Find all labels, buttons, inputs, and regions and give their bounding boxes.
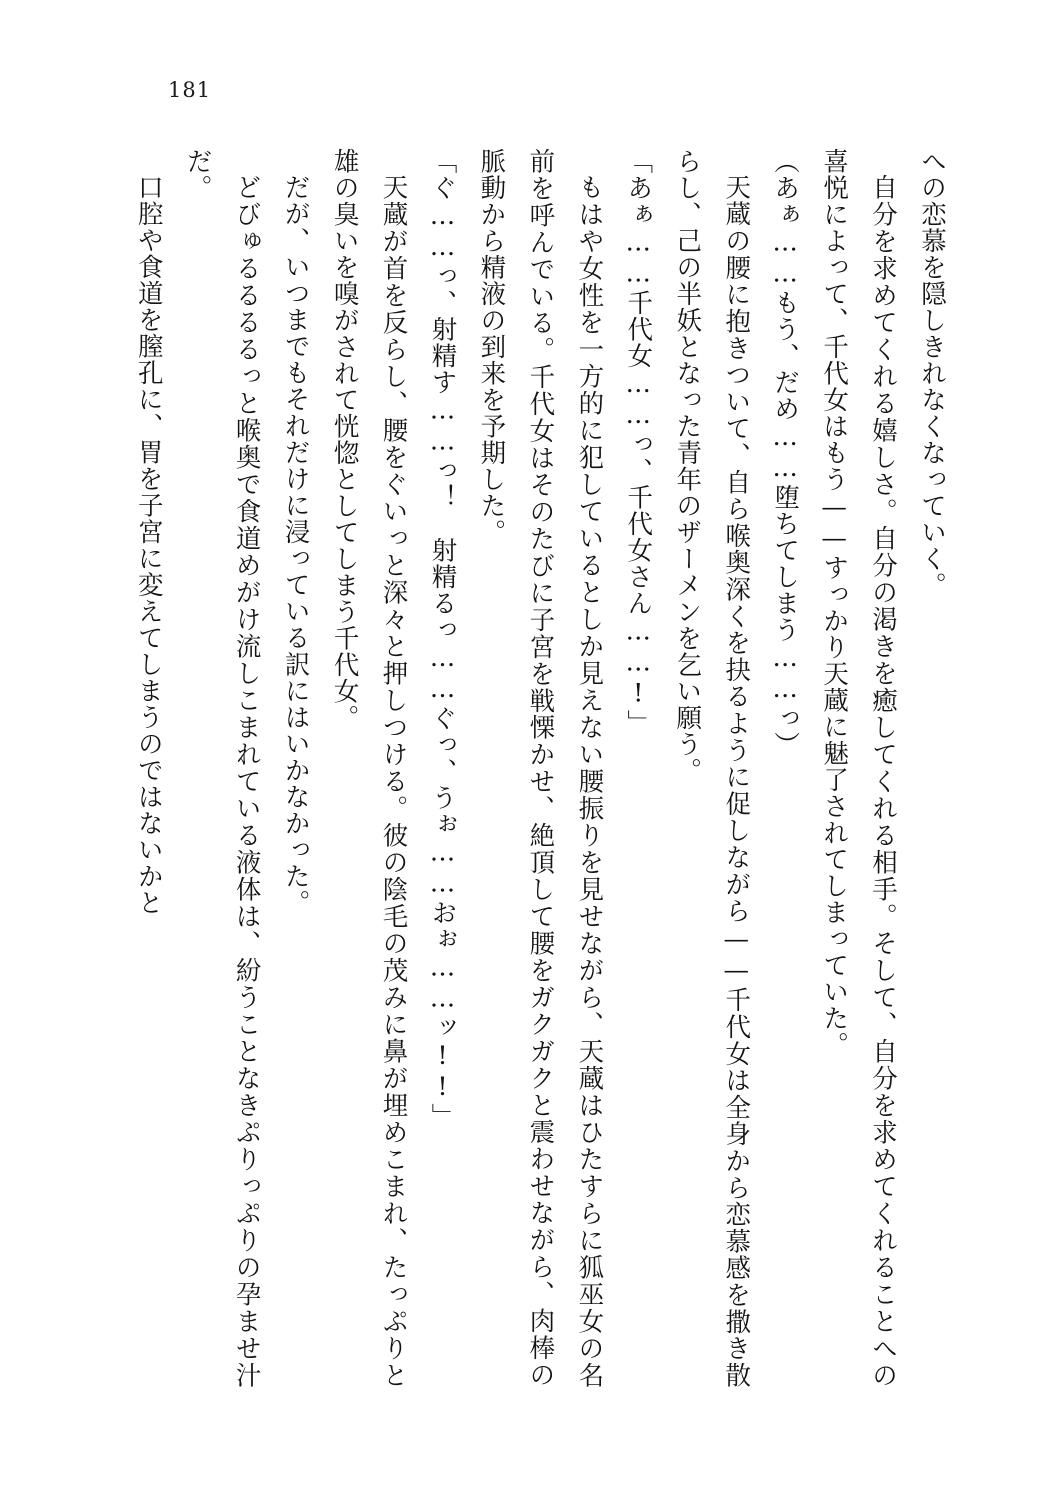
body-paragraph: だが、いつまでもそれだけに浸っている訳にはいかなかった。: [280, 173, 311, 916]
body-paragraph: もはや女性を一方的に犯しているとしか見えない腰振りを見せながら、天蔵はひたすらに狐巫女の名前を呼んでいる。千代女はそのたびに子宮を戦慄かせ、絶頂して腰をガクガクと震わせながら、肉棒の脈動から精液の到来を予期した。: [476, 148, 605, 1388]
body-paragraph: 「ぐ……っ、射精す……っ！ 射精るっ……ぐっ、うぉ……おぉ……ッ!!」: [427, 148, 458, 1130]
body-paragraph: どびゅるるるるっと喉奥で食道めがけ流しこまれている液体は、紛うことなきぷりっぷりの孕ませ汁だ。: [182, 148, 262, 1388]
body-paragraph: 口腔や食道を膣孔に、胃を子宮に変えてしまうのではないかと: [133, 173, 164, 916]
body-paragraph: への恋慕を隠しきれなくなっていく。: [917, 148, 947, 599]
body-paragraph: 自分を求めてくれる嬉しさ。自分の渇きを癒してくれる相手。そして、自分を求めてくれることへの喜悦によって、千代女はもう——すっかり天蔵に魅了されてしまっていた。: [819, 148, 899, 1388]
page-body-text: [96, 148, 956, 1388]
page-number: 181: [168, 78, 212, 102]
body-paragraph: 天蔵が首を反らし、腰をぐいっと深々と押しつける。彼の陰毛の茂みに鼻が埋めこまれ、たっぷりと雄の臭いを嗅がされて恍惚としてしまう千代女。: [329, 148, 409, 1388]
body-paragraph: 「あぁ……千代女……っ、千代女さん……!」: [623, 148, 654, 736]
body-paragraph: 天蔵の腰に抱きついて、自ら喉奥深くを抉るように促しながら——千代女は全身から恋慕感を撒き散らし、己の半妖となった青年のザーメンを乞い願う。: [672, 148, 752, 1389]
body-paragraph: （あぁ……もう、だめ……堕ちてしまう……っ）: [770, 148, 801, 758]
